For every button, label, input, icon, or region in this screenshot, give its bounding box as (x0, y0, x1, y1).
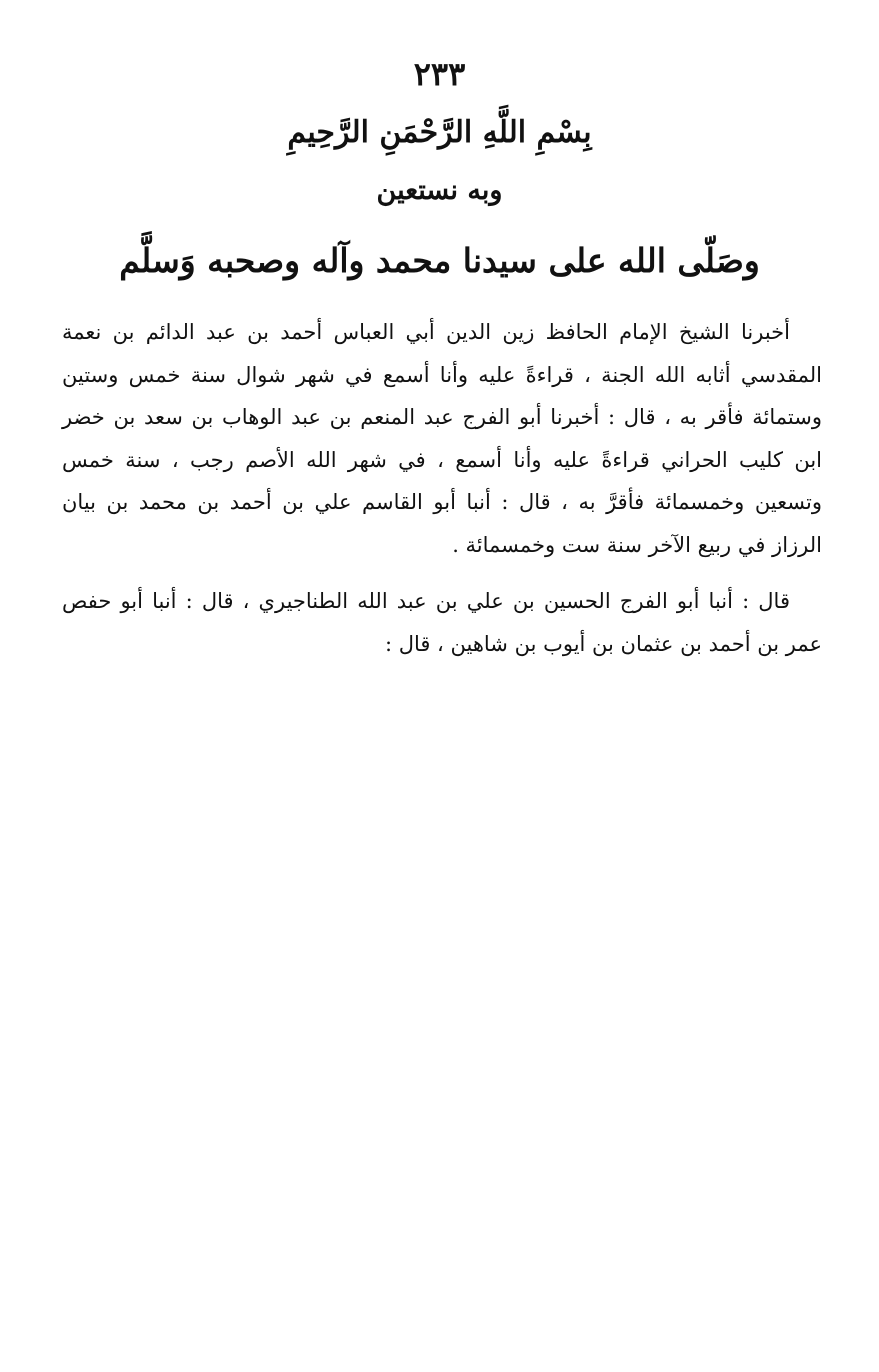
paragraph-line: قال : أنبا أبو الفرج الحسين بن علي بن عبد الله الطناجيري ، قال : أنبا أبو حفص (62, 589, 790, 613)
subheading: وبه نستعين (376, 175, 503, 206)
paragraph-line: المقدسي أثابه الله الجنة ، قراءةً عليه وأنا أسمع في شهر شوال سنة خمس وستين (62, 362, 822, 387)
salawat-heading: وصَلّى الله على سيدنا محمد وآله وصحبه وَسلَّم (119, 241, 760, 280)
paragraph-line: وستمائة فأقر به ، قال : أخبرنا أبو الفرج عبد المنعم بن عبد الوهاب بن سعد بن خضر (62, 405, 822, 429)
paragraph-line: عمر بن أحمد بن عثمان بن أيوب بن شاهين ، قال : (384, 631, 822, 656)
paragraph-line: ابن كليب الحراني قراءةً عليه وأنا أسمع ، في شهر الله الأصم رجب ، سنة خمس (62, 447, 822, 472)
paragraph-line: وتسعين وخمسمائة فأقرَّ به ، قال : أنبا أبو القاسم علي بن أحمد بن محمد بن بيان (62, 490, 822, 514)
paragraph-line: الرزاز في ربيع الآخر سنة ست وخمسمائة . (452, 532, 822, 557)
page-number: ٢٣٣ (413, 55, 466, 93)
paragraph-2 (62, 580, 822, 665)
paragraph-line: أخبرنا الشيخ الإمام الحافظ زين الدين أبي العباس أحمد بن عبد الدائم بن نعمة (62, 320, 790, 344)
basmala-heading: بِسْمِ اللَّهِ الرَّحْمَنِ الرَّحِيمِ (287, 115, 592, 150)
paragraph-1 (62, 311, 822, 566)
